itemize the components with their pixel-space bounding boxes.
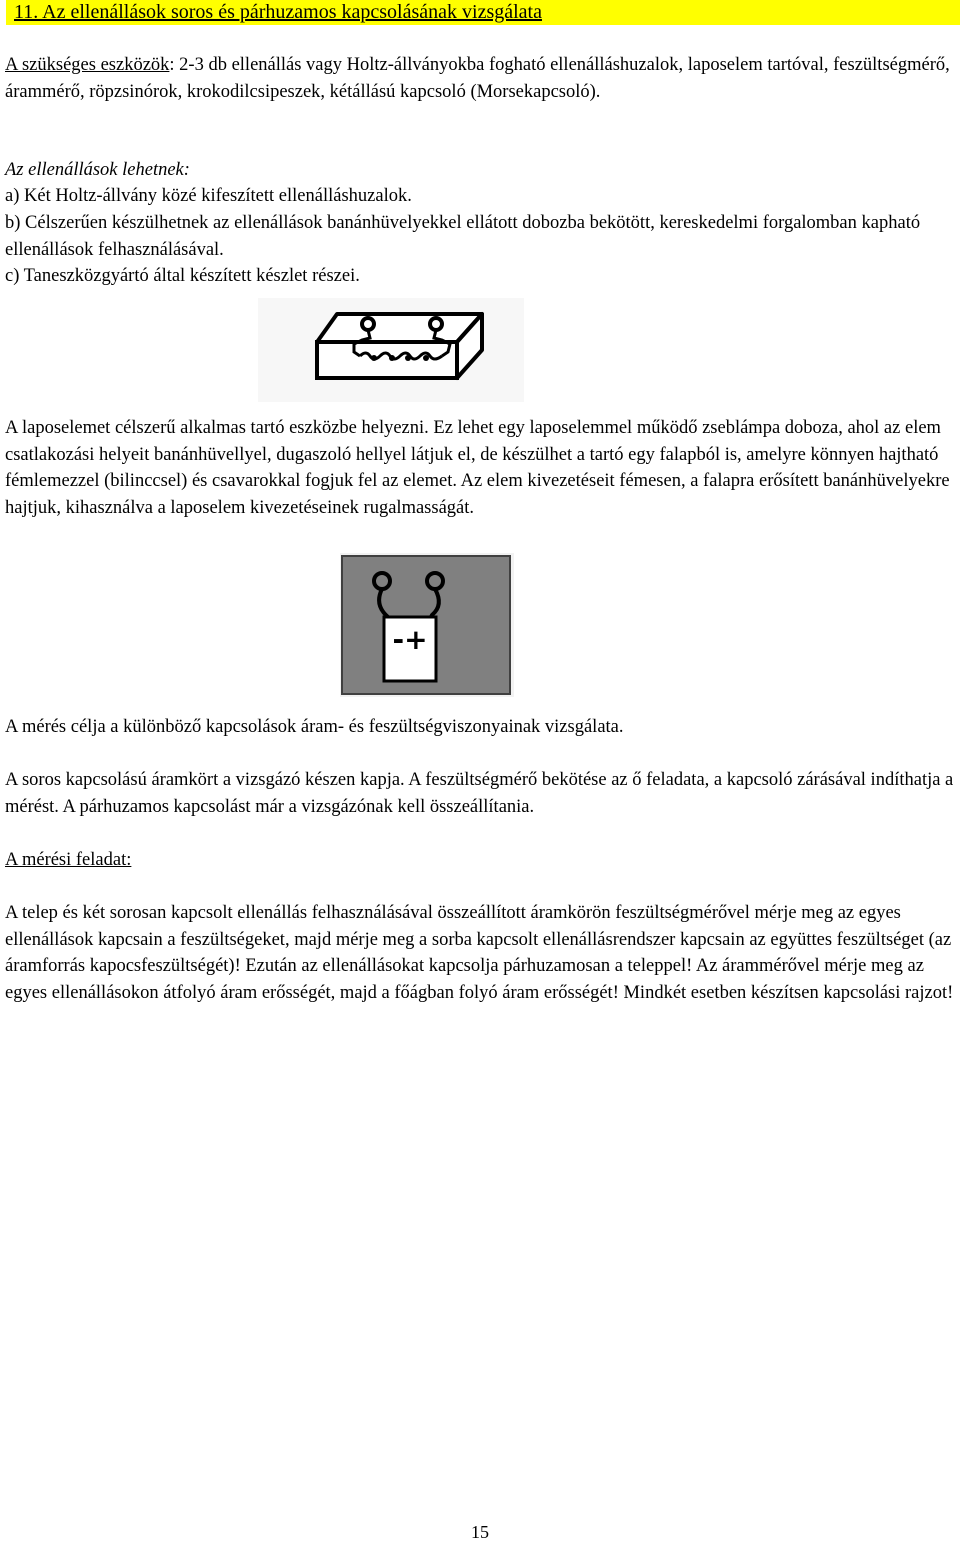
tools-label: A szükséges eszközök — [5, 55, 170, 75]
resistor-option-c: c) Taneszközgyártó által készített készlet részei. — [5, 266, 360, 286]
task-paragraph: A telep és két sorosan kapcsolt ellenállás felhasználásával összeállított áramkörön feszültségmérővel mérje meg az egyes ellenállások kapcsain a feszültségeket, majd mérje meg a sorba kapcsolt ellenállásrendszer kapcsain az együttes feszültséget (az áramforrás kapocsfeszültségét)! Ezután az ellenállásokat kapcsolja párhuzamosan a teleppel! Az árammérővel mérje meg az egyes ellenállásokon átfolyó áram erősségét, majd a főágban folyó áram erősségét! Mindkét esetben készítsen kapcsolási rajzot! — [5, 903, 954, 1003]
resistors-heading: Az ellenállások lehetnek: — [5, 160, 190, 180]
tools-paragraph — [5, 52, 955, 105]
goal-paragraph: A mérés célja a különböző kapcsolások áram- és feszültségviszonyainak vizsgálata. — [5, 717, 624, 737]
battery-polarity-label: -+ — [392, 623, 428, 656]
setup-paragraph: A soros kapcsolású áramkört a vizsgázó készen kapja. A feszültségmérő bekötése az ő feladata, a kapcsoló zárásával indíthatja a mérést. A párhuzamos kapcsolást már a vizsgázónak kell összeállítania. — [5, 770, 954, 817]
title-highlight — [6, 0, 960, 25]
page-number: 15 — [471, 1522, 489, 1542]
task-label: A mérési feladat: — [5, 850, 132, 870]
resistor-option-b: b) Célszerűen készülhetnek az ellenállások banánhüvelyekkel ellátott dobozba bekötött, kereskedelmi forgalomban kapható ellenállások felhasználásával. — [5, 213, 921, 260]
battery-holder-paragraph: A laposelemet célszerű alkalmas tartó eszközbe helyezni. Ez lehet egy laposelemmel működő zseblámpa doboza, ahol az elem csatlakozási helyeit banánhüvellyel, dugaszoló hellyel látjuk el, de készülhet a tartó egy falapból is, amelyre könnyen hajtható fémlemezzel (bilinccsel) és csavarokkal fogjuk fel az elemet. Az elem kivezetéseit fémesen, a falapra erősített banánhüvelyekre hajtjuk, kihasználva a laposelem kivezetéseinek rugalmasságát. — [5, 418, 950, 518]
battery-holder-icon — [340, 553, 514, 697]
tools-text: : 2-3 db ellenállás vagy Holtz-állványokba fogható ellenálláshuzalok, laposelem tartóval, feszültségmérő, árammérő, röpzsinórok, krokodilcsipeszek, kétállású kapcsoló (Morsekapcsoló). — [5, 55, 950, 102]
page-title: 11. Az ellenállások soros és párhuzamos kapcsolásának vizsgálata — [14, 1, 542, 23]
resistor-option-a: a) Két Holtz-állvány közé kifeszített ellenálláshuzalok. — [5, 186, 412, 206]
resistor-box-icon — [258, 298, 524, 402]
